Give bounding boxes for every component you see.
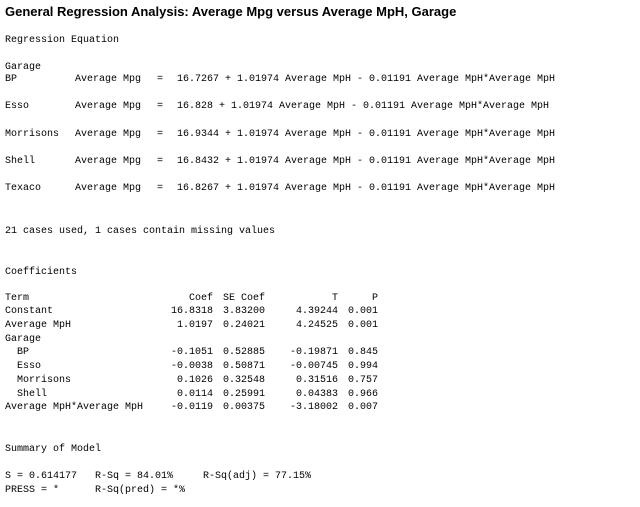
term-cell: Shell [5, 389, 48, 400]
se-coef-cell: 0.25991 [222, 389, 265, 400]
table-row [5, 320, 385, 334]
t-cell: -3.18002 [289, 402, 338, 413]
equation-equals: = [157, 101, 164, 112]
coefficients-header-row [5, 293, 385, 307]
p-cell: 0.845 [347, 347, 378, 358]
regression-equation-heading: Regression Equation [5, 35, 120, 46]
t-cell: 0.31516 [295, 375, 338, 386]
se-coef-cell: 3.83200 [222, 306, 265, 317]
t-cell: 4.39244 [295, 306, 338, 317]
equation-response: Average Mpg [75, 74, 142, 85]
coef-cell: -0.0119 [170, 402, 213, 413]
term-cell: Constant [5, 306, 54, 317]
table-row [5, 334, 385, 348]
equation-rhs: 16.828 + 1.01974 Average MpH - 0.01191 Average MpH*Average MpH [177, 101, 550, 112]
equation-response: Average Mpg [75, 101, 142, 112]
table-row [5, 347, 385, 361]
term-cell: Esso [5, 361, 42, 372]
column-header-term: Term [5, 293, 30, 304]
column-header-p: P [371, 293, 378, 304]
equation-row-texaco [5, 183, 635, 196]
t-cell: -0.19871 [289, 347, 338, 358]
equation-row-shell [5, 156, 635, 169]
equation-equals: = [157, 129, 164, 140]
equation-row-morrisons [5, 129, 635, 142]
term-cell: BP [5, 347, 30, 358]
summary-heading: Summary of Model [5, 444, 102, 455]
equation-response: Average Mpg [75, 129, 142, 140]
summary-line-press: PRESS = * R-Sq(pred) = *% [5, 485, 186, 496]
column-header-coef: Coef [188, 293, 213, 304]
coef-cell: -0.0038 [170, 361, 213, 372]
equation-garage: Texaco [5, 183, 42, 194]
term-cell: Average MpH [5, 320, 72, 331]
coefficients-heading: Coefficients [5, 267, 78, 278]
equation-response: Average Mpg [75, 183, 142, 194]
p-cell: 0.001 [347, 306, 378, 317]
table-row [5, 361, 385, 375]
coef-cell: 16.8318 [170, 306, 213, 317]
table-row [5, 402, 385, 416]
p-cell: 0.994 [347, 361, 378, 372]
se-coef-cell: 0.00375 [222, 402, 265, 413]
se-coef-cell: 0.24021 [222, 320, 265, 331]
t-cell: 4.24525 [295, 320, 338, 331]
p-cell: 0.757 [347, 375, 378, 386]
se-coef-cell: 0.32548 [222, 375, 265, 386]
garage-group-label: Garage [5, 62, 42, 73]
equation-rhs: 16.9344 + 1.01974 Average MpH - 0.01191 Average MpH*Average MpH [177, 129, 556, 140]
se-coef-cell: 0.50871 [222, 361, 265, 372]
coef-cell: 0.0114 [176, 389, 213, 400]
equation-rhs: 16.8432 + 1.01974 Average MpH - 0.01191 Average MpH*Average MpH [177, 156, 556, 167]
equation-response: Average Mpg [75, 156, 142, 167]
coef-cell: 0.1026 [176, 375, 213, 386]
equation-garage: BP [5, 74, 18, 85]
se-coef-cell: 0.52885 [222, 347, 265, 358]
cases-note: 21 cases used, 1 cases contain missing values [5, 226, 276, 237]
coef-cell: 1.0197 [176, 320, 213, 331]
t-cell: -0.00745 [289, 361, 338, 372]
table-row [5, 389, 385, 403]
column-header-t: T [331, 293, 338, 304]
equation-garage: Esso [5, 101, 30, 112]
term-cell: Average MpH*Average MpH [5, 402, 144, 413]
equation-garage: Shell [5, 156, 36, 167]
coef-cell: -0.1051 [170, 347, 213, 358]
column-header-se-coef: SE Coef [222, 293, 265, 304]
page-title: General Regression Analysis: Average Mpg versus Average MpH, Garage [5, 4, 457, 19]
table-row [5, 375, 385, 389]
equation-row-esso [5, 101, 635, 114]
table-row [5, 306, 385, 320]
equation-garage: Morrisons [5, 129, 60, 140]
equation-equals: = [157, 156, 164, 167]
summary-line-s-rsq: S = 0.614177 R-Sq = 84.01% R-Sq(adj) = 77.15% [5, 471, 312, 482]
equation-equals: = [157, 183, 164, 194]
equation-row-bp [5, 74, 635, 87]
p-cell: 0.007 [347, 402, 378, 413]
p-cell: 0.966 [347, 389, 378, 400]
term-cell: Garage [5, 334, 42, 345]
p-cell: 0.001 [347, 320, 378, 331]
equation-equals: = [157, 74, 164, 85]
equation-rhs: 16.8267 + 1.01974 Average MpH - 0.01191 Average MpH*Average MpH [177, 183, 556, 194]
equation-rhs: 16.7267 + 1.01974 Average MpH - 0.01191 Average MpH*Average MpH [177, 74, 556, 85]
t-cell: 0.04383 [295, 389, 338, 400]
term-cell: Morrisons [5, 375, 72, 386]
